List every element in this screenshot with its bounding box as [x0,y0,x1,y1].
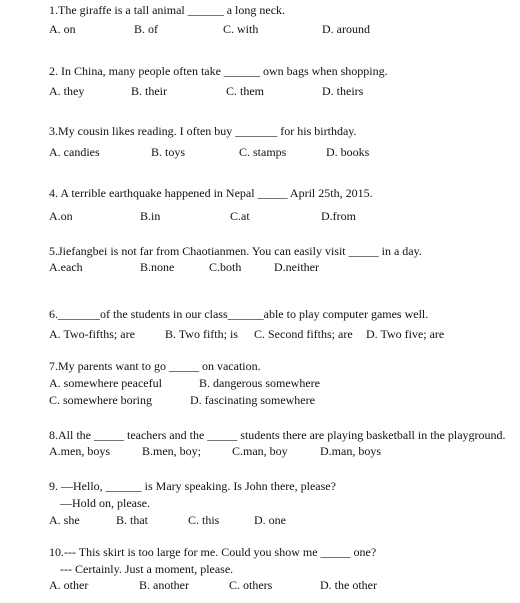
question-2-option-a: A. they [49,84,85,98]
question-5-option-c: C.both [209,260,242,274]
question-1-option-a: A. on [49,22,76,36]
question-9-option-b: B. that [116,513,148,527]
question-2-option-d: D. theirs [322,84,364,98]
question-9-option-a: A. she [49,513,80,527]
question-10-option-c: C. others [229,578,273,592]
question-5-option-a: A.each [49,260,83,274]
question-8-stem: 8.All the _____ teachers and the _____ students there are playing basketball in the playground. [49,428,506,442]
question-9-stem-line-1: 9. —Hello, ______ is Mary speaking. Is John there, please? [49,479,336,493]
question-7-option-b: B. dangerous somewhere [199,376,320,390]
question-10-option-a: A. other [49,578,89,592]
question-5-option-b: B.none [140,260,175,274]
question-1-option-b: B. of [134,22,158,36]
question-9-option-c: C. this [188,513,220,527]
question-4-stem: 4. A terrible earthquake happened in Nepal _____ April 25th, 2015. [49,186,373,200]
question-7-option-d: D. fascinating somewhere [190,393,315,407]
question-7-stem: 7.My parents want to go _____ on vacation. [49,359,261,373]
question-6-stem: 6._______of the students in our class______able to play computer games well. [49,307,429,321]
question-5-stem: 5.Jiefangbei is not far from Chaotianmen. You can easily visit _____ in a day. [49,244,422,258]
question-6-option-b: B. Two fifth; is [165,327,238,341]
question-10-option-b: B. another [139,578,189,592]
question-6-option-a: A. Two-fifths; are [49,327,135,341]
question-3-option-a: A. candies [49,145,100,159]
question-8-option-b: B.men, boy; [142,444,201,458]
question-10-stem-line-2: --- Certainly. Just a moment, please. [60,562,234,576]
question-8-option-a: A.men, boys [49,444,110,458]
question-10-option-d: D. the other [320,578,377,592]
question-5-option-d: D.neither [274,260,319,274]
question-1-stem: 1.The giraffe is a tall animal ______ a long neck. [49,3,286,17]
question-4-option-b: B.in [140,209,161,223]
question-6-option-c: C. Second fifths; are [254,327,353,341]
question-4-option-a: A.on [49,209,73,223]
question-2-option-c: C. them [226,84,264,98]
question-6-option-d: D. Two five; are [366,327,445,341]
question-9-option-d: D. one [254,513,286,527]
question-3-option-c: C. stamps [239,145,287,159]
question-3-stem: 3.My cousin likes reading. I often buy _______ for his birthday. [49,124,357,138]
question-7-option-a: A. somewhere peaceful [49,376,162,390]
question-2-stem: 2. In China, many people often take ______ own bags when shopping. [49,64,388,78]
question-10-stem-line-1: 10.--- This skirt is too large for me. Could you show me _____ one? [49,545,377,559]
question-3-option-b: B. toys [151,145,186,159]
question-1-option-d: D. around [322,22,370,36]
question-2-option-b: B. their [131,84,167,98]
question-9-stem-line-2: —Hold on, please. [60,496,150,510]
question-4-option-d: D.from [321,209,356,223]
question-8-option-d: D.man, boys [320,444,381,458]
question-7-option-c: C. somewhere boring [49,393,152,407]
question-4-option-c: C.at [230,209,250,223]
question-8-option-c: C.man, boy [232,444,288,458]
question-3-option-d: D. books [326,145,370,159]
question-1-option-c: C. with [223,22,259,36]
